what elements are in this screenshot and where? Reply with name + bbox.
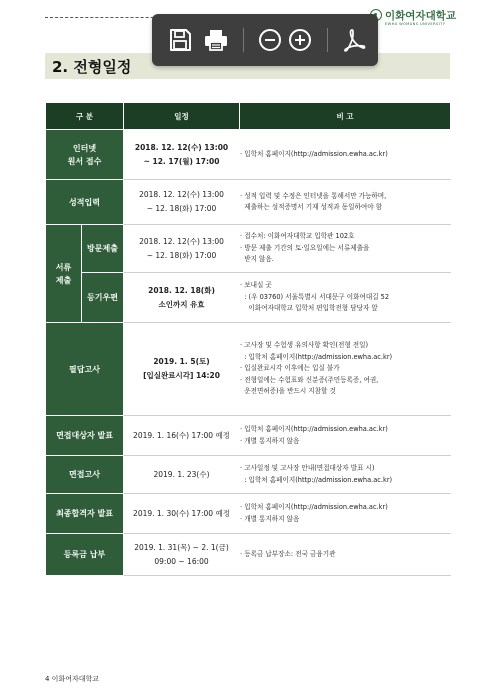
save-button[interactable] (166, 26, 194, 54)
row-notes: · 입학처 홈페이지(http://admission.ewha.ac.kr) · 개별 통지하지 않음 (240, 494, 451, 534)
print-button[interactable] (202, 26, 230, 54)
table-row (46, 416, 451, 456)
row-notes: · 입학처 홈페이지(http://admission.ewha.ac.kr) (240, 130, 451, 180)
table-row (46, 130, 451, 180)
row-category: 성적입력 (46, 180, 124, 225)
zoom-in-button[interactable] (286, 26, 314, 54)
row-schedule: 2019. 1. 5(토) [입실완료시각] 14:20 (124, 323, 240, 416)
row-category: 등록금 납부 (46, 534, 124, 576)
row-category: 면접고사 (46, 456, 124, 494)
university-name: 이화여자대학교 (385, 10, 457, 22)
row-category: 면접대상자 발표 (46, 416, 124, 456)
row-schedule: 2018. 12. 18(화) 소인까지 유효 (124, 273, 240, 323)
row-schedule: 2019. 1. 16(수) 17:00 예정 (124, 416, 240, 456)
table-row (46, 273, 451, 323)
row-category: 인터넷 원서 접수 (46, 130, 124, 180)
open-in-acrobat-button[interactable] (340, 26, 368, 54)
table-header-row (46, 103, 451, 130)
university-logo (370, 7, 475, 33)
row-notes: · 접수처: 이화여자대학교 입학관 102호 · 방문 제출 기간의 토·일요일에는 서류제출을 받지 않음. (240, 225, 451, 273)
row-notes: · 성적 입력 및 수정은 인터넷을 통해서만 가능하며, 제출하는 성적증명서 기재 성적과 동일하여야 함 (240, 180, 451, 225)
row-notes: · 고사일정 및 고사장 안내(면접대상자 발표 시) : 입학처 홈페이지(http://admission.ewha.ac.kr) (240, 456, 451, 494)
print-icon (202, 26, 230, 54)
row-schedule: 2018. 12. 12(수) 13:00 ~ 12. 17(월) 17:00 (124, 130, 240, 180)
university-english-name: EWHA WOMANS UNIVERSITY (385, 22, 446, 26)
zoom-out-button[interactable] (256, 26, 284, 54)
table-row (46, 494, 451, 534)
header-schedule: 일정 (124, 103, 240, 130)
header-notes: 비 고 (240, 103, 451, 130)
zoom-out-icon (256, 26, 284, 54)
row-category: 최종합격자 발표 (46, 494, 124, 534)
row-notes: · 보내실 곳 : (우 03760) 서울특별시 서대문구 이화여대길 52 이화여자대학교 입학처 편입학전형 담당자 앞 (240, 273, 451, 323)
row-schedule: 2019. 1. 30(수) 17:00 예정 (124, 494, 240, 534)
row-subcategory: 등기우편 (82, 273, 124, 323)
row-schedule: 2019. 1. 31(목) ~ 2. 1(금) 09:00 ~ 16:00 (124, 534, 240, 576)
row-schedule: 2018. 12. 12(수) 13:00 ~ 12. 18(화) 17:00 (124, 225, 240, 273)
row-category: 서류 제출 (46, 225, 82, 323)
section-title: 2. 전형일정 (52, 58, 132, 76)
save-icon (166, 26, 194, 54)
table-row (46, 534, 451, 576)
toolbar-separator (243, 28, 244, 52)
row-notes: · 입학처 홈페이지(http://admission.ewha.ac.kr) · 개별 통지하지 않음 (240, 416, 451, 456)
schedule-table (45, 102, 451, 576)
pdf-viewer-toolbar (152, 14, 378, 66)
row-schedule: 2018. 12. 12(수) 13:00 ~ 12. 18(화) 17:00 (124, 180, 240, 225)
table-row (46, 225, 451, 273)
page-footer: 4 이화여자대학교 (45, 675, 100, 683)
row-category: 필답고사 (46, 323, 124, 416)
table-row (46, 323, 451, 416)
header-category: 구 분 (46, 103, 124, 130)
zoom-in-icon (286, 26, 314, 54)
row-notes: · 등록금 납부장소: 전국 금융기관 (240, 534, 451, 576)
table-row (46, 180, 451, 225)
row-subcategory: 방문제출 (82, 225, 124, 273)
table-row (46, 456, 451, 494)
acrobat-icon (340, 26, 368, 54)
row-schedule: 2019. 1. 23(수) (124, 456, 240, 494)
toolbar-separator (327, 28, 328, 52)
row-notes: · 고사장 및 수험생 유의사항 확인(전형 전일) : 입학처 홈페이지(http://admission.ewha.ac.kr) · 입실완료시각 이후에는 입실 불가 · 전형일에는 수험표와 신분증(주민등록증, 여권, 운전면허증)을 반드시 지참할 것 (240, 323, 451, 416)
